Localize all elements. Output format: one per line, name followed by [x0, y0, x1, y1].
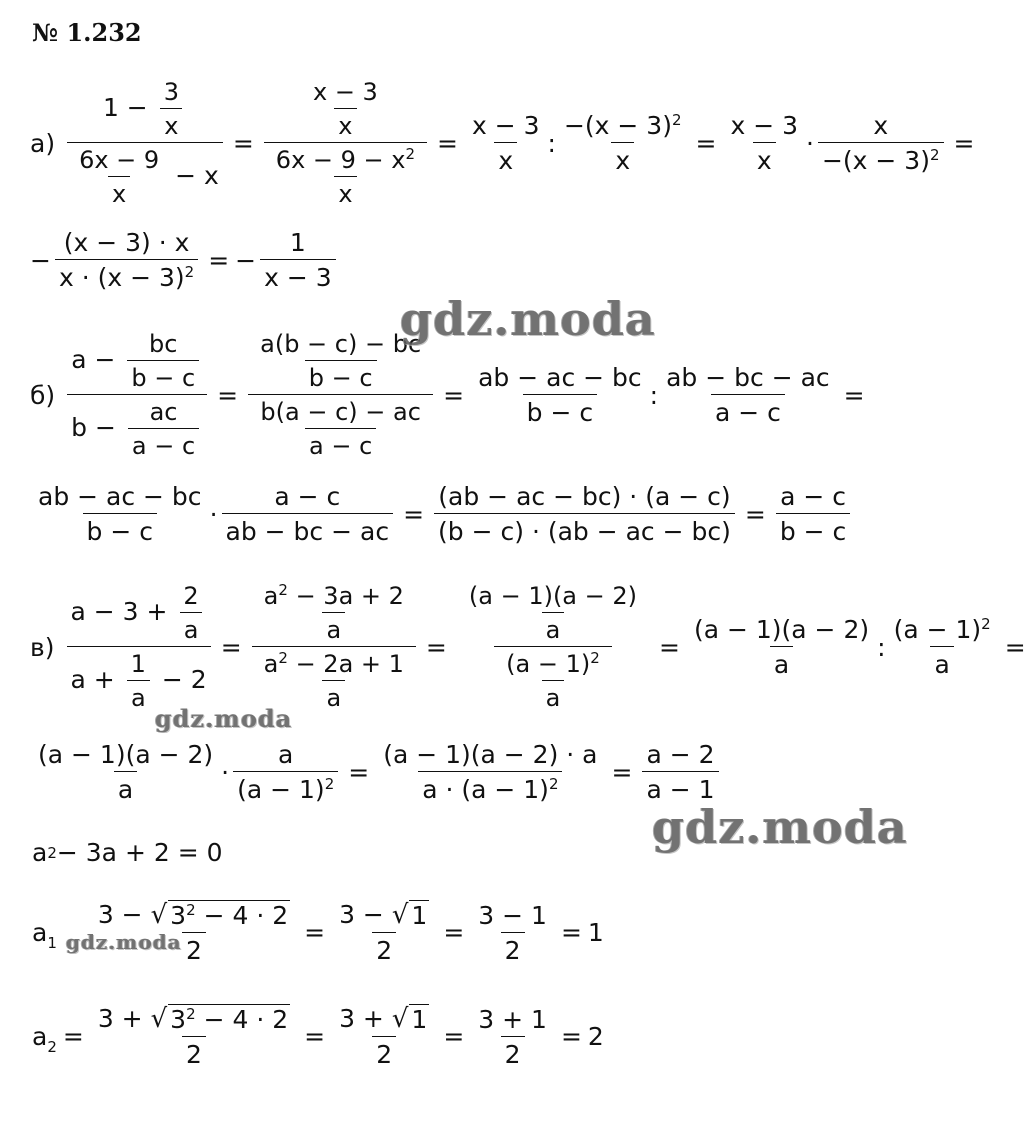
- square-root: [151, 900, 291, 930]
- fraction: [252, 582, 416, 712]
- equals-sign: =: [217, 380, 239, 410]
- denominator: a: [114, 771, 137, 804]
- fraction: [726, 111, 802, 175]
- numerator: ab − ac − bc: [478, 363, 642, 392]
- numerator: [457, 582, 649, 646]
- numerator: a − c: [274, 482, 341, 511]
- expression: (a − 1): [506, 650, 591, 678]
- exponent: 2: [590, 649, 600, 667]
- numerator: (a − 1)(a − 2): [693, 615, 870, 644]
- expression: −(x − 3): [563, 111, 672, 140]
- numerator: ab − ac − bc: [38, 482, 202, 511]
- fraction: [127, 650, 150, 712]
- fraction: [502, 650, 604, 712]
- equals-sign: =: [659, 632, 680, 662]
- denominator: 2: [501, 932, 525, 965]
- equals-sign: =: [1004, 632, 1026, 662]
- denominator: x: [753, 142, 776, 175]
- exponent: 2: [405, 145, 416, 163]
- expression: a: [32, 918, 48, 947]
- exponent: 2: [929, 146, 940, 164]
- fraction: [160, 78, 183, 140]
- numerator: [67, 330, 207, 394]
- numerator: (a − 1)(a − 2): [468, 582, 638, 610]
- equals-sign: =: [744, 499, 766, 529]
- numerator: 1: [289, 228, 306, 257]
- expression: a − 3 +: [70, 597, 168, 626]
- expression: a +: [70, 665, 115, 694]
- numerator: [560, 111, 686, 142]
- fraction: [248, 330, 433, 460]
- numerator: 3 + 1: [478, 1004, 547, 1034]
- equals-sign: =: [232, 128, 254, 158]
- fraction: [468, 111, 544, 175]
- radical-sign: √: [150, 900, 168, 930]
- denominator: a: [127, 680, 150, 712]
- minus-sign: −: [235, 245, 257, 275]
- denominator: [264, 142, 427, 208]
- numerator: b(a − c) − ac: [260, 398, 421, 426]
- fraction: [335, 900, 433, 965]
- fraction: [233, 740, 338, 804]
- fraction: [179, 582, 202, 644]
- watermark: gdz.moda: [155, 704, 293, 733]
- fraction: [34, 482, 206, 546]
- fraction: [127, 330, 199, 392]
- watermark: gdz.moda: [652, 800, 908, 854]
- denominator: 2: [372, 932, 396, 965]
- exponent: 2: [671, 111, 682, 129]
- denominator: a − c: [711, 394, 785, 427]
- equals-sign: =: [304, 918, 326, 947]
- label-a: а): [30, 128, 56, 158]
- denominator: a: [322, 680, 345, 712]
- numerator: a: [278, 740, 294, 769]
- fraction: [34, 740, 217, 804]
- numerator: [502, 650, 604, 680]
- label-b: б): [30, 380, 56, 410]
- fraction: [474, 1005, 551, 1069]
- square-root: [151, 1004, 291, 1034]
- denominator: x: [334, 176, 356, 208]
- numerator: [301, 78, 390, 142]
- denominator: b − c: [305, 360, 377, 392]
- denominator: [67, 394, 207, 460]
- part-a-line-2: [30, 228, 340, 292]
- watermark: gdz.moda: [400, 292, 656, 346]
- numerator: [260, 650, 408, 680]
- fraction: [128, 398, 199, 460]
- multiplication-dot: ·: [209, 499, 218, 529]
- denominator: x: [160, 108, 182, 140]
- fraction: [776, 482, 850, 546]
- equals-sign: =: [443, 1022, 465, 1051]
- numerator: (a − 1)(a − 2): [38, 740, 214, 769]
- denominator: [418, 771, 562, 804]
- expression: 3 +: [339, 1004, 384, 1033]
- fraction: [560, 111, 686, 175]
- expression: 6x − 9 − x: [275, 146, 406, 174]
- fraction: [335, 1004, 433, 1069]
- fraction: [818, 111, 944, 175]
- denominator: 2: [182, 932, 206, 965]
- numerator: 2: [183, 582, 199, 610]
- watermark: gdz.moda: [66, 930, 182, 954]
- denominator: [818, 142, 944, 175]
- numerator: [99, 78, 191, 142]
- expression: a · (a − 1): [422, 775, 549, 804]
- numerator: x − 3: [730, 111, 799, 140]
- numerator: x − 3: [471, 111, 540, 140]
- denominator: [67, 142, 223, 208]
- denominator: b − c: [776, 513, 850, 546]
- radical-sign: √: [391, 1004, 409, 1034]
- fraction: [67, 78, 223, 208]
- radicand: 1: [411, 901, 428, 930]
- denominator: x − 3: [260, 259, 336, 292]
- expression: a: [263, 582, 279, 610]
- radical-sign: √: [150, 1004, 168, 1034]
- fraction: [67, 582, 211, 712]
- fraction: [662, 363, 834, 427]
- division-sign: :: [547, 128, 556, 158]
- part-b-line-1: [30, 330, 871, 460]
- fraction: [272, 146, 419, 208]
- denominator: x: [494, 142, 517, 175]
- numerator: a(b − c) − bc: [260, 330, 422, 358]
- numerator: 1: [130, 650, 146, 678]
- denominator: a: [322, 612, 345, 644]
- square-root: [392, 900, 429, 930]
- equals-sign: =: [443, 918, 465, 947]
- equals-sign: =: [560, 918, 582, 947]
- fraction: [434, 482, 735, 546]
- numerator: [94, 900, 294, 932]
- equals-sign: =: [425, 632, 447, 662]
- expression: − 2: [161, 665, 207, 694]
- radicand: 1: [411, 1005, 428, 1034]
- denominator: x: [108, 176, 130, 208]
- equals-sign: =: [62, 1022, 84, 1051]
- expression: − 4 · 2: [195, 901, 289, 930]
- square-root: [392, 1004, 429, 1034]
- expression: −(x − 3): [821, 146, 930, 175]
- fraction: [474, 363, 646, 427]
- multiplication-dot: ·: [221, 757, 230, 787]
- fraction: [690, 615, 873, 679]
- numerator: ab − bc − ac: [666, 363, 830, 392]
- numerator: [272, 146, 419, 176]
- fraction: [94, 1004, 294, 1069]
- equals-sign: =: [443, 380, 465, 410]
- equals-sign: =: [437, 128, 458, 158]
- problem-number: № 1.232: [32, 18, 142, 47]
- numerator: (ab − ac − bc) · (a − c): [438, 482, 731, 511]
- numerator: (x − 3) · x: [63, 228, 190, 257]
- expression: 3: [170, 1005, 187, 1034]
- expression: − 3a + 2 = 0: [56, 838, 223, 867]
- denominator: [67, 646, 211, 712]
- exponent: 2: [324, 775, 335, 793]
- root-value: 2: [587, 1022, 604, 1051]
- division-sign: :: [649, 380, 659, 410]
- expression: − 4 · 2: [195, 1005, 289, 1034]
- numerator: 3 − 1: [478, 900, 547, 930]
- fraction: [67, 330, 207, 460]
- root-value: 1: [587, 918, 604, 947]
- denominator: ab − bc − ac: [222, 513, 394, 546]
- expression: 3 +: [97, 1004, 143, 1033]
- numerator: [890, 615, 995, 646]
- denominator: x: [334, 108, 356, 140]
- denominator: a: [930, 646, 953, 679]
- denominator: a: [770, 646, 793, 679]
- expression: − 2a + 1: [287, 650, 404, 678]
- equals-sign: =: [403, 499, 425, 529]
- root-a2-line: [32, 1004, 604, 1069]
- exponent: 2: [981, 615, 991, 633]
- fraction: [457, 582, 649, 712]
- numerator: x − 3: [312, 78, 378, 106]
- expression: 3 −: [97, 900, 143, 929]
- exponent: 2: [278, 581, 288, 599]
- part-v-line-2: [30, 740, 723, 804]
- equals-sign: =: [611, 757, 633, 787]
- denominator: 2: [182, 1036, 206, 1069]
- expression: x · (x − 3): [58, 263, 185, 292]
- root-label: [32, 918, 57, 952]
- expression: 3 −: [339, 900, 384, 929]
- denominator: a: [542, 680, 565, 712]
- fraction: [75, 146, 163, 208]
- fraction: [642, 740, 718, 804]
- fraction: [256, 398, 425, 460]
- denominator: 2: [372, 1036, 396, 1069]
- exponent: 2: [278, 649, 288, 667]
- denominator: [248, 394, 433, 460]
- denominator: x: [611, 142, 634, 175]
- root-label: [32, 1022, 57, 1056]
- fraction: [264, 78, 427, 208]
- denominator: [494, 646, 612, 712]
- radical-sign: √: [391, 900, 409, 930]
- fraction: [222, 482, 394, 546]
- denominator: b − c: [523, 394, 597, 427]
- equals-sign: =: [953, 128, 975, 158]
- denominator: a: [542, 612, 565, 644]
- expression: b −: [71, 413, 116, 442]
- expression: 1 −: [102, 93, 148, 122]
- numerator: a − c: [780, 482, 847, 511]
- equals-sign: =: [348, 757, 370, 787]
- exponent: 2: [548, 775, 559, 793]
- denominator: [252, 646, 416, 712]
- equals-sign: =: [695, 128, 717, 158]
- numerator: [252, 582, 416, 646]
- numerator: bc: [149, 330, 178, 358]
- numerator: [335, 900, 433, 932]
- numerator: ac: [149, 398, 178, 426]
- subscript: 1: [47, 934, 57, 952]
- denominator: 2: [501, 1036, 525, 1069]
- denominator: (b − c) · (ab − ac − bc): [434, 513, 735, 546]
- exponent: 2: [186, 901, 196, 919]
- fraction: [474, 901, 551, 965]
- equals-sign: =: [304, 1022, 326, 1051]
- numerator: [67, 582, 211, 646]
- denominator: [233, 771, 338, 804]
- quadratic-equation: a 2 − 3a + 2 = 0: [32, 838, 223, 867]
- part-v-line-1: [30, 582, 1032, 712]
- expression: (a − 1): [893, 615, 982, 644]
- denominator: a − 1: [642, 771, 718, 804]
- denominator: b − c: [83, 513, 157, 546]
- numerator: 3: [163, 78, 179, 106]
- equals-sign: =: [208, 245, 230, 275]
- expression: a: [32, 838, 48, 867]
- part-b-line-2: [30, 482, 854, 546]
- label-v: в): [30, 632, 55, 662]
- expression: (a − 1): [237, 775, 325, 804]
- expression: a: [263, 650, 279, 678]
- numerator: a − 2: [646, 740, 715, 769]
- fraction: [55, 228, 198, 292]
- numerator: [335, 1004, 433, 1036]
- exponent: 2: [186, 1005, 196, 1023]
- fraction: [260, 582, 408, 644]
- multiplication-dot: ·: [806, 128, 814, 158]
- expression: 3: [170, 901, 187, 930]
- expression: a −: [71, 345, 116, 374]
- denominator: [55, 259, 198, 292]
- denominator: b − c: [127, 360, 199, 392]
- fraction: [465, 582, 641, 644]
- equals-sign: =: [560, 1022, 582, 1051]
- numerator: 6x − 9: [79, 146, 160, 174]
- expression: a: [32, 1022, 48, 1051]
- equals-sign: =: [220, 632, 242, 662]
- part-a-line-1: [30, 78, 980, 208]
- denominator: a − c: [305, 428, 376, 460]
- exponent: 2: [184, 263, 195, 281]
- expression: − x: [175, 161, 219, 190]
- fraction: [260, 650, 408, 712]
- numerator: (a − 1)(a − 2) · a: [383, 740, 598, 769]
- denominator: a: [180, 612, 203, 644]
- denominator: a − c: [128, 428, 199, 460]
- radicand: [168, 900, 290, 930]
- numerator: x: [873, 111, 889, 140]
- radicand: [168, 1004, 290, 1034]
- division-sign: :: [877, 632, 886, 662]
- fraction: [890, 615, 995, 679]
- fraction: [309, 78, 382, 140]
- numerator: [260, 582, 408, 612]
- fraction: [379, 740, 601, 804]
- subscript: 2: [47, 1038, 57, 1056]
- fraction: [260, 228, 336, 292]
- minus-sign: −: [30, 245, 51, 275]
- equals-sign: =: [843, 380, 865, 410]
- expression: − 3a + 2: [287, 582, 404, 610]
- numerator: [94, 1004, 294, 1036]
